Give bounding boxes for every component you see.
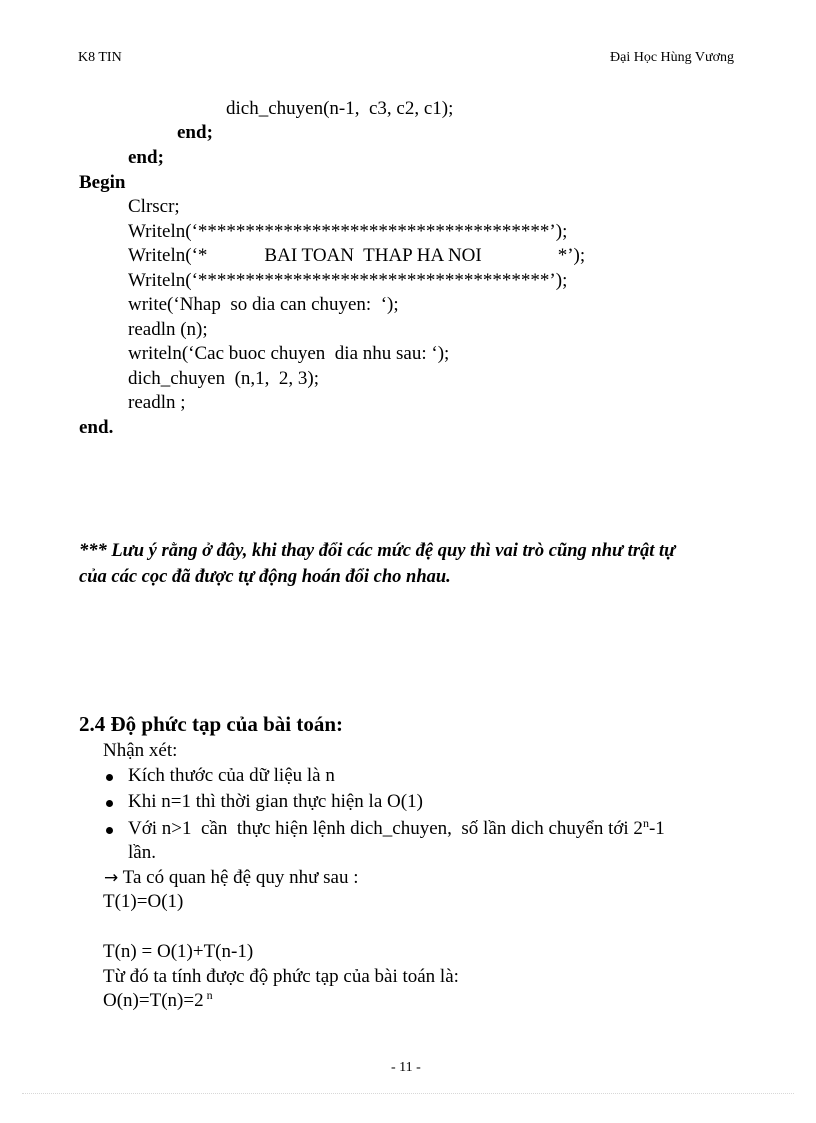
- note-line-1: *** Lưu ý rằng ở đây, khi thay đổi các mức đệ quy thì vai trò cũng như trật tự: [79, 541, 676, 561]
- bullet-dot-icon: [106, 827, 113, 834]
- result-exponent: n: [203, 988, 213, 1002]
- bullet-item-recursive-case: [128, 818, 665, 840]
- code-line-dich-chuyen-recursive: dich_chuyen(n-1, c3, c2, c1);: [226, 98, 454, 119]
- page-bottom-divider: [22, 1093, 794, 1094]
- code-line-writeln-steps: writeln(‘Cac buoc chuyen dia nhu sau: ‘);: [128, 343, 450, 364]
- bullet-dot-icon: [106, 774, 113, 781]
- bullet-item-recursive-text: Với n>1 cần thực hiện lệnh dich_chuyen, số lần dich chuyển tới 2: [128, 818, 643, 839]
- conclusion-text: Từ đó ta tính được độ phức tạp của bài toán là:: [103, 966, 459, 987]
- code-line-writeln-stars-bottom: Writeln(‘*************************************’);: [128, 270, 568, 291]
- code-line-dich-chuyen-call: dich_chuyen (n,1, 2, 3);: [128, 368, 320, 389]
- bullet-item-base-case: Khi n=1 thì thời gian thực hiện la O(1): [128, 791, 423, 812]
- equation-base: T(1)=O(1): [103, 891, 184, 912]
- result-equation: [103, 990, 213, 1012]
- page-number: - 11 -: [391, 1060, 421, 1075]
- result-text: O(n)=T(n)=2: [103, 990, 204, 1011]
- header-left: K8 TIN: [78, 50, 122, 65]
- section-title: 2.4 Độ phức tạp của bài toán:: [79, 712, 344, 736]
- code-line-readln-n: readln (n);: [128, 319, 208, 340]
- header-right: Đại Học Hùng Vương: [610, 50, 734, 65]
- code-line-begin: Begin: [79, 172, 126, 193]
- code-line-readln: readln ;: [128, 392, 186, 413]
- note-line-2: của các cọc đã được tự động hoán đổi cho nhau.: [79, 567, 451, 587]
- bullet-dot-icon: [106, 800, 113, 807]
- code-line-clrscr: Clrscr;: [128, 196, 180, 217]
- code-line-end-inner: end;: [177, 122, 213, 143]
- code-line-write-prompt: write(‘Nhap so dia can chuyen: ‘);: [128, 294, 399, 315]
- bullet-item-data-size: Kích thước của dữ liệu là n: [128, 765, 335, 786]
- code-line-end-program: end.: [79, 417, 114, 438]
- code-line-end-procedure: end;: [128, 147, 164, 168]
- right-arrow-icon: →: [104, 868, 119, 888]
- code-line-writeln-title: Writeln(‘* BAI TOAN THAP HA NOI *’);: [128, 245, 586, 266]
- equation-recurrence: T(n) = O(1)+T(n-1): [103, 941, 254, 962]
- exponent-n: n: [642, 816, 649, 830]
- section-intro: Nhận xét:: [103, 740, 178, 761]
- arrow-line: [104, 867, 359, 889]
- bullet-item-recursive-suffix: -1: [648, 818, 665, 839]
- code-line-writeln-stars-top: Writeln(‘*************************************’);: [128, 221, 568, 242]
- bullet-item-recursive-continuation: lần.: [128, 842, 156, 863]
- arrow-line-text: Ta có quan hệ đệ quy như sau :: [122, 867, 359, 888]
